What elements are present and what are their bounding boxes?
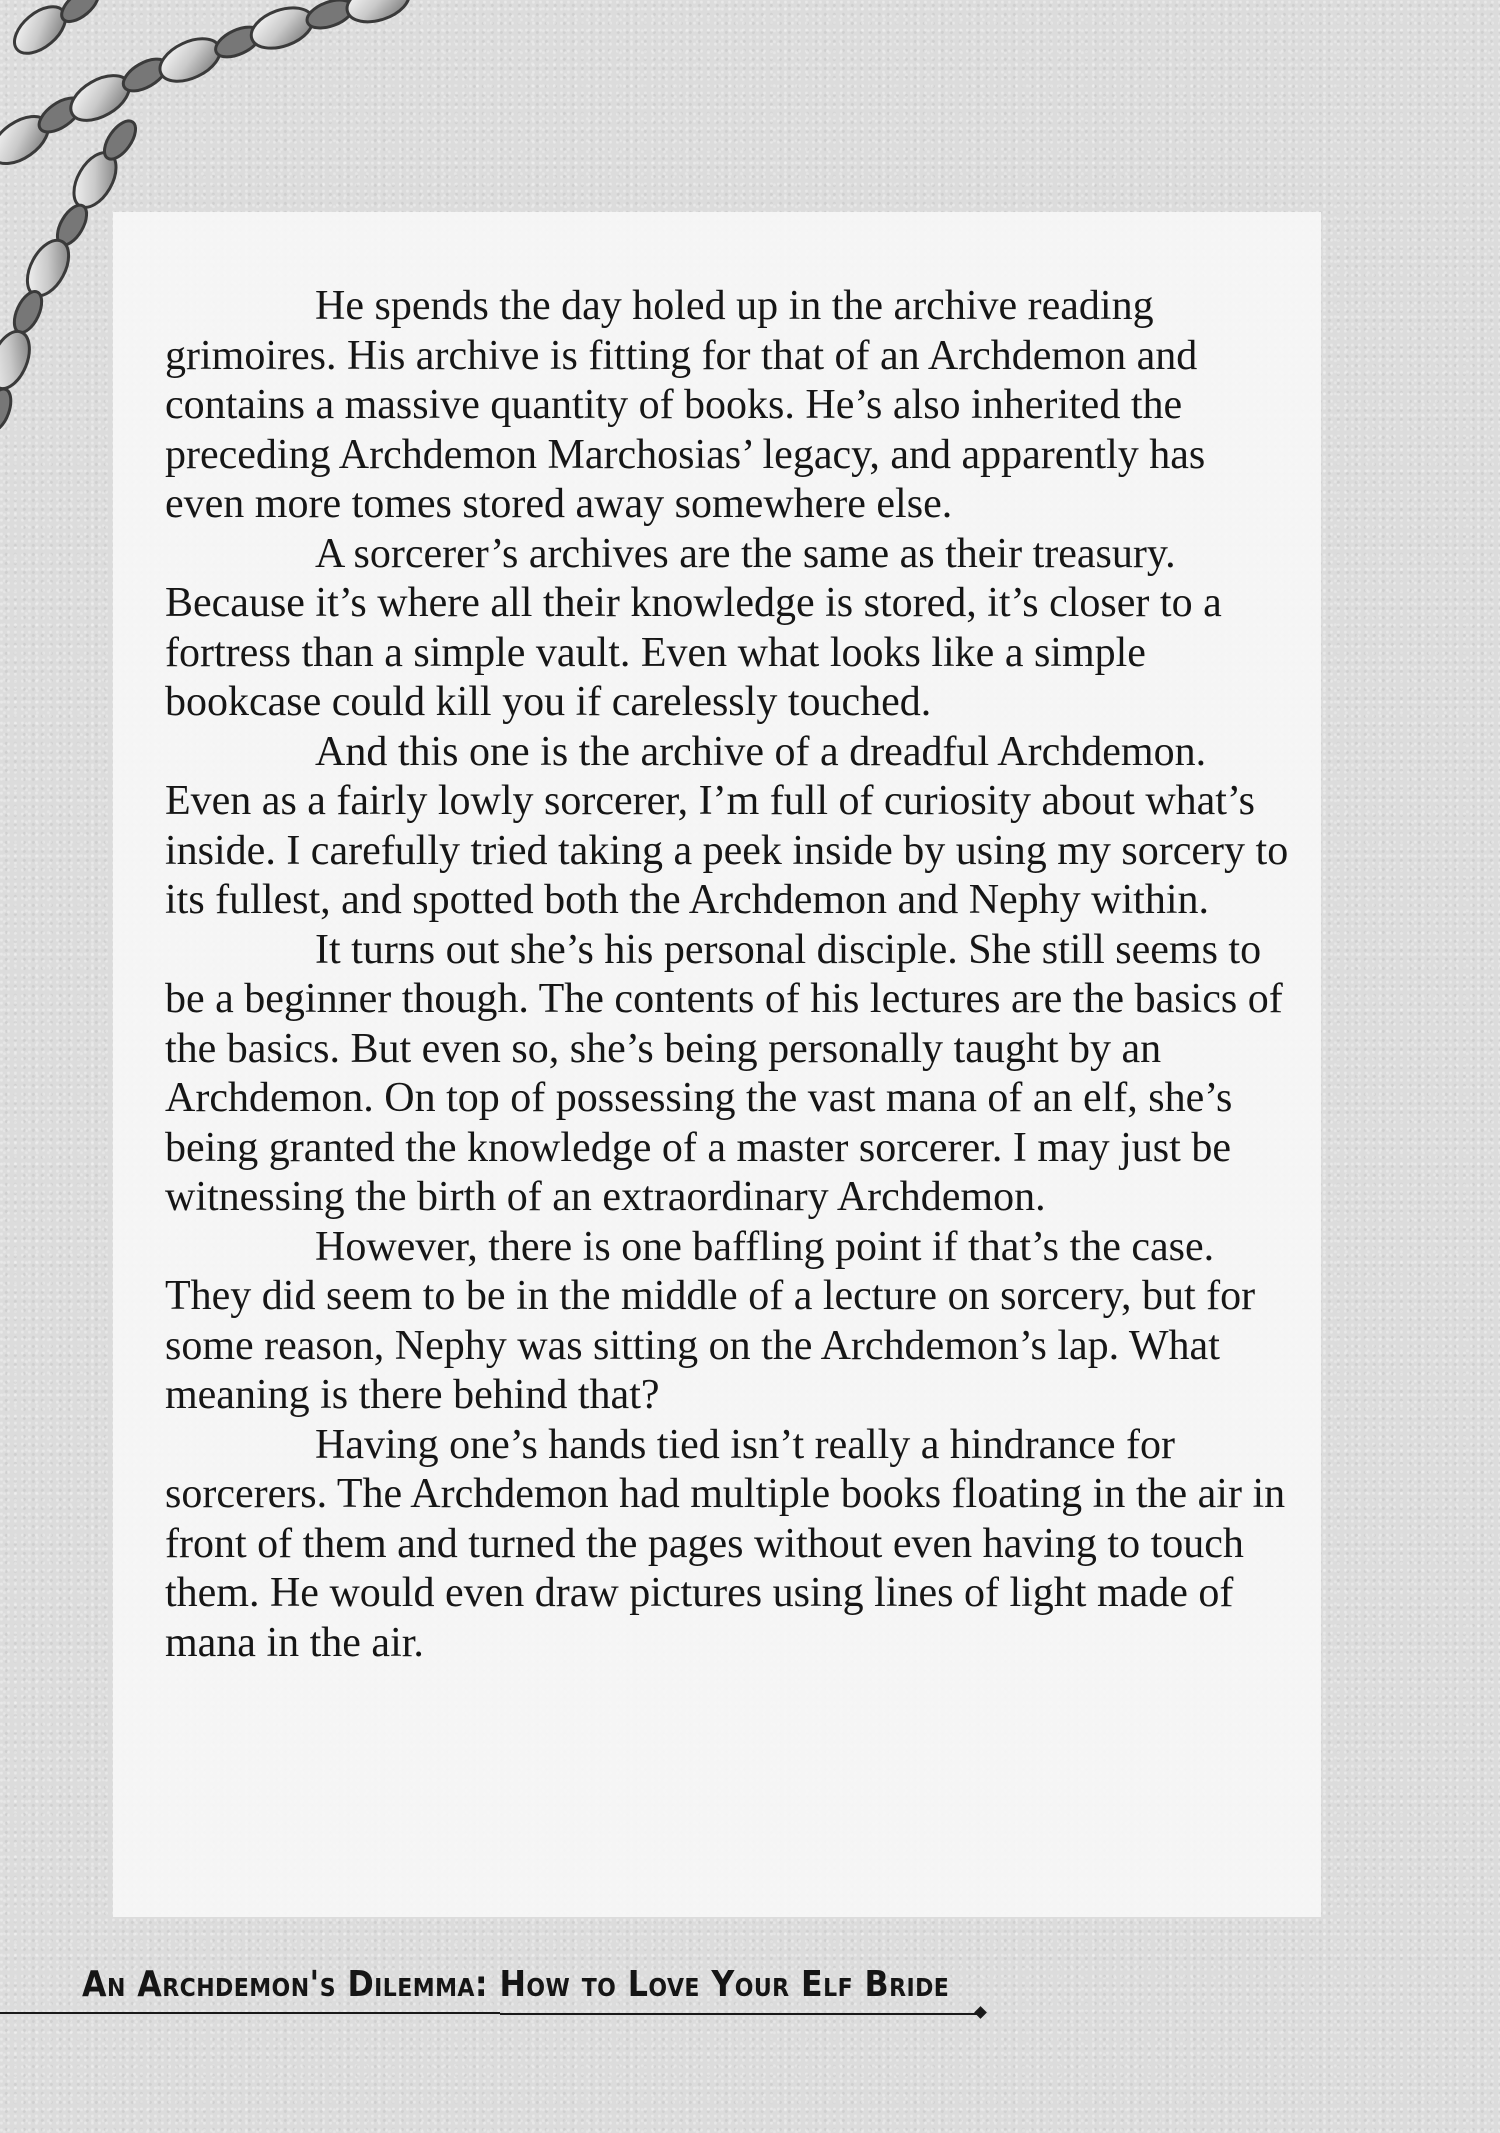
footer-rule bbox=[0, 2012, 500, 2014]
body-text bbox=[165, 282, 1295, 1668]
paragraph: He spends the day holed up in the archive reading grimoires. His archive is fitting for that of an Archdemon and contains a massive quantity of books. He’s also inherited the preceding Archdemon Marchosias’ legacy, and apparently has even more tomes stored away somewhere else. bbox=[165, 283, 1206, 527]
diamond-icon bbox=[974, 2006, 987, 2019]
paragraph: It turns out she’s his personal disciple. She still seems to be a beginner though. The contents of his lectures are the basics of the basics. But even so, she’s being personally taught by an Archdemon. On top of possessing the vast mana of an elf, she’s being granted the knowledge of a master sorcerer. I may just be witnessing the birth of an extraordinary Archdemon. bbox=[165, 926, 1283, 1220]
book-title: An Archdemon's Dilemma: How to Love Your Elf Bride bbox=[82, 1964, 950, 2005]
paragraph: A sorcerer’s archives are the same as their treasury. Because it’s where all their knowledge is stored, it’s closer to a fortress than a simple vault. Even what looks like a simple bookcase could kill you if carelessly touched. bbox=[165, 530, 1222, 725]
paragraph: Having one’s hands tied isn’t really a hindrance for sorcerers. The Archdemon had multiple books floating in the air in front of them and turned the pages without even having to touch them. He would even draw pictures using lines of light made of mana in the air. bbox=[165, 1421, 1286, 1666]
paragraph: And this one is the archive of a dreadful Archdemon. Even as a fairly lowly sorcerer, I’m full of curiosity about what’s inside. I carefully tried taking a peek inside by using my sorcery to its fullest, and spotted both the Archdemon and Nephy within. bbox=[165, 728, 1289, 923]
footer-rule bbox=[500, 2013, 980, 2015]
page-footer bbox=[0, 1960, 1500, 2040]
paragraph: However, there is one baffling point if that’s the case. They did seem to be in the middle of a lecture on sorcery, but for some reason, Nephy was sitting on the Archdemon’s lap. What meaning is there behind that? bbox=[165, 1223, 1256, 1418]
